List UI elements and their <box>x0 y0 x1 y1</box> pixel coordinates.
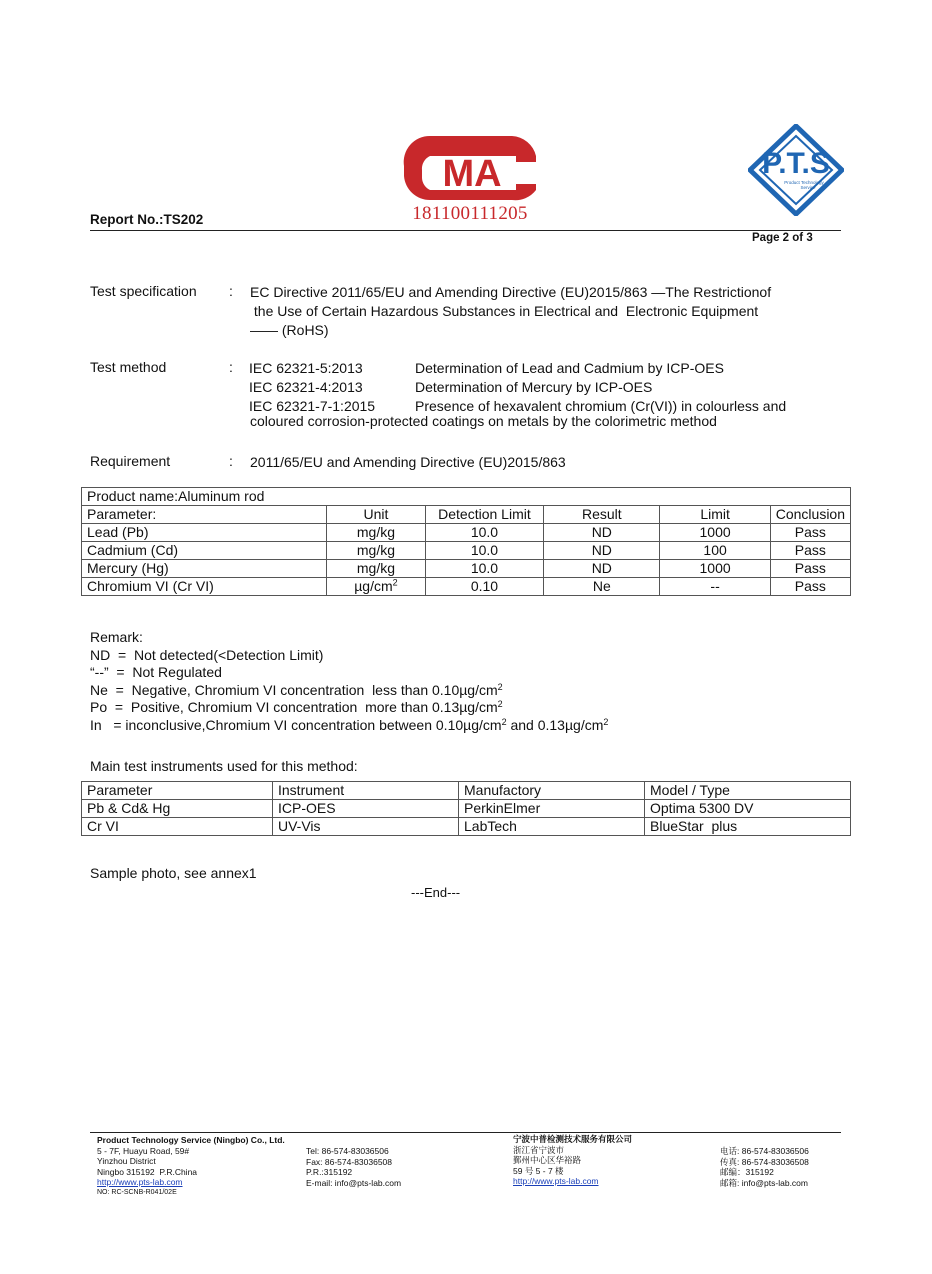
remark-line: “--” = Not Regulated <box>90 664 222 680</box>
footer-doc-number: NO: RC-SCNB-R041/02E <box>97 1188 177 1196</box>
cell-limit: 100 <box>660 542 770 560</box>
header-parameter: Parameter: <box>82 506 327 524</box>
cell-result: ND <box>544 560 660 578</box>
cell-unit: $\mu g/cm^2$ <box>327 578 426 596</box>
cell-limit: 1000 <box>660 524 770 542</box>
footer-contact-line: E-mail: info@pts-lab.com <box>306 1177 402 1188</box>
cell-instrument: ICP-OES <box>273 800 459 818</box>
footer-cn-contact-line: 传真: 86-574-83036508 <box>720 1156 809 1167</box>
table-row <box>82 800 851 818</box>
cell-result: ND <box>544 524 660 542</box>
end-marker: ---End--- <box>411 885 461 900</box>
report-number: Report No.:TS202 <box>90 212 204 227</box>
svg-text:Product Technology: Product Technology <box>784 180 824 185</box>
header-detection-limit: Detection Limit <box>425 506 543 524</box>
method-row <box>249 378 786 397</box>
method-continuation: coloured corrosion-protected coatings on metals by the colorimetric method <box>250 413 717 429</box>
remark-block <box>90 629 608 734</box>
cell-detection-limit: 10.0 <box>425 560 543 578</box>
footer-divider <box>90 1132 841 1133</box>
footer-cn-company: 宁波中普检测技术服务有限公司 <box>513 1134 633 1144</box>
spec-line: EC Directive 2011/65/EU and Amending Directive (EU)2015/863 —The Restrictionof <box>250 284 772 300</box>
cell-conclusion: Pass <box>770 542 850 560</box>
cma-logo-letters: MA <box>442 153 502 195</box>
method-description: Determination of Lead and Cadmium by ICP-OES <box>415 360 724 376</box>
table-row <box>82 524 851 542</box>
instruments-title: Main test instruments used for this method: <box>90 758 358 774</box>
colon: : <box>229 359 233 375</box>
cell-parameter: Pb & Cd& Hg <box>82 800 273 818</box>
footer-cn-contact-line: 邮箱: info@pts-lab.com <box>720 1177 808 1188</box>
cell-unit: mg/kg <box>327 524 426 542</box>
product-name-row <box>82 488 851 506</box>
footer-cn-contact-line: 电话: 86-574-83036506 <box>720 1146 809 1156</box>
footer-chinese-address <box>513 1134 632 1187</box>
test-specification-value <box>250 283 850 340</box>
header-result: Result <box>544 506 660 524</box>
cell-conclusion: Pass <box>770 524 850 542</box>
footer-website-link[interactable]: http://www.pts-lab.com <box>97 1177 183 1187</box>
method-row <box>249 359 786 378</box>
footer-cn-address-line: 鄞州中心区华裕路 <box>513 1155 582 1165</box>
cell-parameter: Cadmium (Cd) <box>82 542 327 560</box>
remark-line: Po = Positive, Chromium VI concentration more than $0.13\mu g/cm^2$ <box>90 699 503 715</box>
remark-line: ND = Not detected(<Detection Limit) <box>90 646 324 663</box>
footer-contact-line: Tel: 86-574-83036506 <box>306 1146 389 1156</box>
test-method-label: Test method <box>90 359 167 375</box>
cell-result: Ne <box>544 578 660 596</box>
header-model: Model / Type <box>645 782 851 800</box>
footer-address-line: Yinzhou District <box>97 1156 156 1166</box>
cell-conclusion: Pass <box>770 560 850 578</box>
instruments-table <box>81 781 851 836</box>
footer-cn-address-line: 59 号 5 - 7 楼 <box>513 1165 564 1176</box>
footer-english-contact <box>306 1146 401 1188</box>
footer-cn-contact-line: 邮编：315192 <box>720 1167 774 1177</box>
cell-limit: 1000 <box>660 560 770 578</box>
cell-parameter: Lead (Pb) <box>82 524 327 542</box>
cell-unit: mg/kg <box>327 560 426 578</box>
pts-logo <box>748 124 844 216</box>
footer-contact-line: Fax: 86-574-83036508 <box>306 1156 393 1167</box>
results-header-row <box>82 506 851 524</box>
method-description: Presence of hexavalent chromium (Cr(VI)) in colourless and <box>415 398 787 414</box>
footer-cn-address-line: 浙江省宁波市 <box>513 1144 565 1155</box>
header-parameter: Parameter <box>82 782 273 800</box>
cell-detection-limit: 10.0 <box>425 542 543 560</box>
footer-cn-website-link[interactable]: http://www.pts-lab.com <box>513 1176 599 1186</box>
spec-line: —— (RoHS) <box>250 322 329 338</box>
footer-contact-line: P.R.:315192 <box>306 1167 353 1177</box>
header-instrument: Instrument <box>273 782 459 800</box>
footer-company: Product Technology Service (Ningbo) Co., Ltd. <box>97 1135 285 1145</box>
cell-instrument: UV-Vis <box>273 818 459 836</box>
instruments-header-row <box>82 782 851 800</box>
cell-unit: mg/kg <box>327 542 426 560</box>
table-row <box>82 542 851 560</box>
cell-model: Optima 5300 DV <box>645 800 851 818</box>
cell-conclusion: Pass <box>770 578 850 596</box>
cell-manufactory: PerkinElmer <box>459 800 645 818</box>
colon: : <box>229 453 233 469</box>
cell-parameter: Chromium VI (Cr VI) <box>82 578 327 596</box>
test-method-list <box>249 359 786 416</box>
table-row <box>82 560 851 578</box>
cell-result: ND <box>544 542 660 560</box>
spec-line: the Use of Certain Hazardous Substances in Electrical and Electronic Equipment <box>250 303 759 319</box>
remark-line: Ne = Negative, Chromium VI concentration less than $0.10\mu g/cm^2$ <box>90 681 503 698</box>
cell-parameter: Cr VI <box>82 818 273 836</box>
header-unit: Unit <box>327 506 426 524</box>
cell-manufactory: LabTech <box>459 818 645 836</box>
table-row <box>82 578 851 596</box>
sample-note: Sample photo, see annex1 <box>90 865 257 881</box>
method-description: Determination of Mercury by ICP-OES <box>415 379 653 395</box>
header-conclusion: Conclusion <box>770 506 850 524</box>
method-standard: IEC 62321-7-1:2015 <box>249 398 376 414</box>
product-name: Product name:Aluminum rod <box>82 488 851 506</box>
header-divider <box>90 230 841 231</box>
colon: : <box>229 283 233 299</box>
remark-title: Remark: <box>90 629 143 645</box>
cell-detection-limit: 10.0 <box>425 524 543 542</box>
footer-chinese-contact <box>720 1146 809 1188</box>
method-standard: IEC 62321-4:2013 <box>249 379 363 395</box>
svg-text:Service: Service <box>800 185 816 190</box>
method-standard: IEC 62321-5:2013 <box>249 360 363 376</box>
requirement-label: Requirement <box>90 453 171 469</box>
cell-model: BlueStar plus <box>645 818 851 836</box>
results-table <box>81 487 851 596</box>
cma-number: 181100111205 <box>412 203 528 224</box>
footer-address-line: 5 - 7F, Huayu Road, 59# <box>97 1145 190 1156</box>
test-specification-label: Test specification <box>90 283 197 299</box>
footer-english-address <box>97 1135 285 1198</box>
pts-logo-letters: P.T.S <box>762 147 830 180</box>
header-limit: Limit <box>660 506 770 524</box>
remark-line: In = inconclusive,Chromium VI concentration between $0.10\mu g/cm^2$ and $0.13\mu g/cm^2$ <box>90 716 609 733</box>
table-row <box>82 818 851 836</box>
header-manufactory: Manufactory <box>459 782 645 800</box>
cell-parameter: Mercury (Hg) <box>82 560 327 578</box>
page-number: Page 2 of 3 <box>752 232 813 244</box>
cell-detection-limit: 0.10 <box>425 578 543 596</box>
footer-address-line: Ningbo 315192 P.R.China <box>97 1166 198 1177</box>
cell-limit: -- <box>660 578 770 596</box>
requirement-value: 2011/65/EU and Amending Directive (EU)2015/863 <box>250 454 566 470</box>
